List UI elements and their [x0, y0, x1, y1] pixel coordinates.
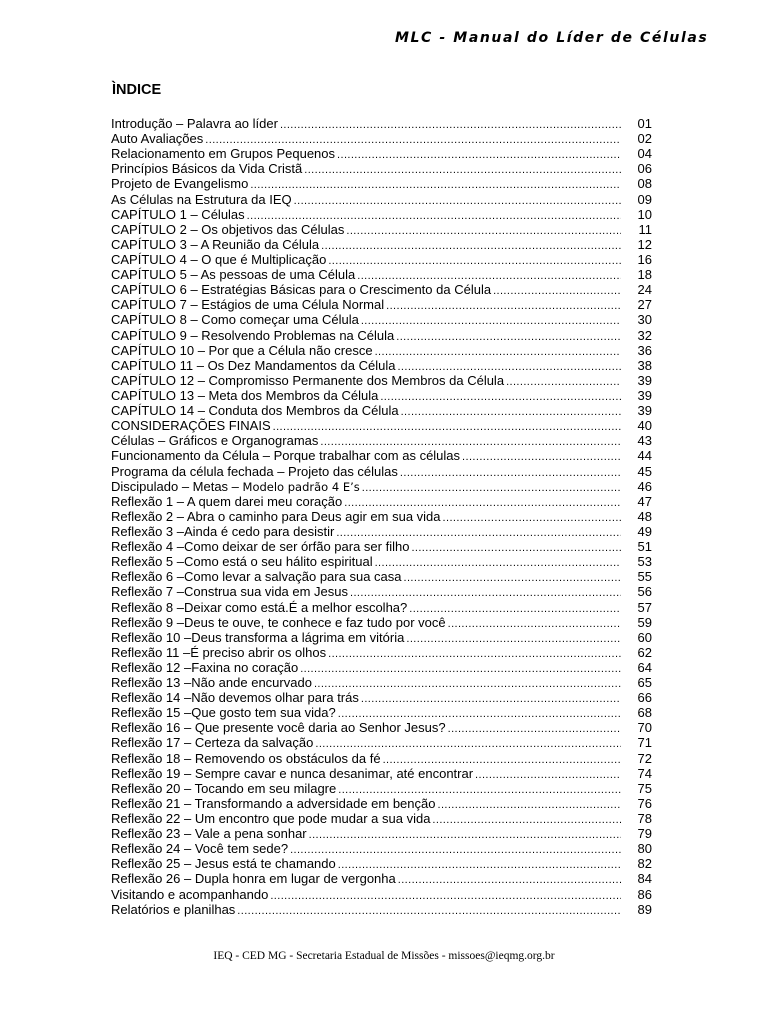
toc-entry-label — [111, 131, 203, 146]
toc-page-number: 68 — [637, 705, 652, 721]
toc-entry-title: CAPÍTULO 11 – Os Dez Mandamentos da Célula — [111, 357, 396, 373]
toc-entry-label — [111, 207, 245, 222]
toc-entry-title: CAPÍTULO 10 – Por que a Célula não cresce — [111, 342, 373, 358]
toc-page-number: 01 — [637, 116, 652, 131]
toc-leader-dots — [273, 420, 621, 435]
table-of-contents — [111, 116, 652, 917]
toc-entry-title: Reflexão 18 – Removendo os obstáculos da fé — [111, 750, 381, 766]
toc-entry — [111, 735, 652, 750]
toc-entry — [111, 554, 652, 569]
toc-page-number: 08 — [637, 176, 652, 192]
toc-entry-label — [111, 418, 271, 433]
toc-leader-dots — [361, 314, 621, 329]
toc-page-number: 38 — [637, 357, 652, 373]
toc-entry-title: Auto Avaliações — [111, 131, 204, 147]
toc-entry-title: Relatórios e planilhas — [111, 901, 236, 917]
toc-entry — [111, 887, 652, 902]
toc-entry-title: Reflexão 8 –Deixar como está.É a melhor escolha? — [111, 599, 408, 615]
toc-leader-dots — [280, 118, 621, 133]
toc-entry — [111, 539, 652, 554]
toc-page-number: 70 — [637, 720, 652, 736]
toc-entry — [111, 494, 652, 509]
toc-leader-dots — [462, 450, 621, 465]
toc-entry-label — [111, 448, 460, 463]
toc-entry-label — [111, 373, 504, 388]
toc-page-number: 72 — [637, 750, 652, 766]
toc-page-number: 78 — [637, 811, 652, 827]
toc-page-number: 44 — [637, 448, 652, 464]
toc-entry — [111, 645, 652, 660]
document-header: MLC - Manual do Líder de Células — [395, 30, 709, 46]
toc-page-number: 10 — [637, 206, 652, 222]
toc-entry-label — [111, 600, 407, 615]
toc-entry — [111, 584, 652, 599]
toc-entry-title: CAPÍTULO 13 – Meta dos Membros da Célula — [111, 387, 379, 403]
toc-entry — [111, 267, 652, 282]
toc-entry-label — [111, 358, 395, 373]
toc-entry-label — [111, 479, 360, 495]
toc-entry-label — [111, 720, 446, 735]
toc-entry — [111, 615, 652, 630]
toc-entry-label — [111, 524, 334, 539]
toc-entry-title: Reflexão 26 – Dupla honra em lugar de vergonha — [111, 871, 396, 887]
toc-entry-subtitle: Modelo padrão 4 E’s — [242, 479, 360, 494]
toc-entry-title: CAPÍTULO 6 – Estratégias Básicas para o Crescimento da Célula — [111, 282, 492, 298]
toc-page-number: 64 — [637, 659, 652, 675]
toc-entry — [111, 524, 652, 539]
toc-page-number: 74 — [637, 765, 652, 781]
toc-page-number: 56 — [637, 584, 652, 600]
toc-entry-title: Reflexão 9 –Deus te ouve, te conhece e faz tudo por você — [111, 614, 446, 630]
toc-leader-dots — [290, 843, 621, 858]
toc-entry — [111, 781, 652, 796]
toc-page-number: 12 — [637, 236, 652, 252]
toc-entry-title: Reflexão 19 – Sempre cavar e nunca desanimar, até encontrar — [111, 765, 474, 781]
toc-entry — [111, 811, 652, 826]
toc-entry — [111, 902, 652, 917]
toc-entry-label — [111, 751, 381, 766]
toc-page-number: 16 — [637, 251, 652, 267]
toc-leader-dots — [375, 345, 621, 360]
toc-entry-title: CAPÍTULO 7 – Estágios de uma Célula Normal — [111, 297, 385, 313]
toc-leader-dots — [337, 148, 621, 163]
toc-entry — [111, 720, 652, 735]
toc-entry-label — [111, 267, 355, 282]
toc-entry — [111, 841, 652, 856]
toc-entry-title: CAPÍTULO 8 – Como começar uma Célula — [111, 312, 359, 328]
toc-leader-dots — [328, 647, 621, 662]
toc-entry-label — [111, 388, 378, 403]
toc-entry-title: Reflexão 14 –Não devemos olhar para trás — [111, 690, 359, 706]
toc-entry-label — [111, 222, 344, 237]
toc-page-number: 80 — [637, 841, 652, 857]
toc-entry-title: Reflexão 23 – Vale a pena sonhar — [111, 826, 307, 842]
toc-leader-dots — [432, 813, 621, 828]
toc-leader-dots — [411, 541, 621, 556]
toc-leader-dots — [380, 390, 621, 405]
toc-entry-title: Reflexão 12 –Faxina no coração — [111, 659, 299, 675]
toc-entry-label — [111, 584, 348, 599]
toc-page-number: 18 — [637, 267, 652, 283]
toc-entry-label — [111, 509, 441, 524]
toc-entry — [111, 796, 652, 811]
toc-entry — [111, 418, 652, 433]
toc-entry — [111, 464, 652, 479]
toc-entry-title: Reflexão 4 –Como deixar de ser órfão para ser filho — [111, 539, 410, 555]
toc-entry-label — [111, 705, 336, 720]
toc-entry — [111, 176, 652, 191]
toc-entry-label — [111, 297, 384, 312]
toc-page-number: 65 — [637, 675, 652, 691]
toc-page-number: 51 — [637, 539, 652, 555]
toc-entry — [111, 630, 652, 645]
toc-entry — [111, 569, 652, 584]
toc-entry-title: Relacionamento em Grupos Pequenos — [111, 146, 336, 162]
toc-page-number: 09 — [637, 191, 652, 207]
toc-page-number: 32 — [637, 327, 652, 343]
toc-entry — [111, 131, 652, 146]
toc-entry — [111, 222, 652, 237]
toc-page-number: 84 — [637, 871, 652, 887]
toc-entry-label — [111, 735, 313, 750]
toc-entry-title: CAPÍTULO 9 – Resolvendo Problemas na Célula — [111, 327, 395, 343]
toc-page-number: 48 — [637, 508, 652, 524]
toc-entry-title: Reflexão 3 –Ainda é cedo para desistir — [111, 523, 335, 539]
toc-entry-title: CAPÍTULO 1 – Células — [111, 206, 245, 222]
toc-entry-title: Princípios Básicos da Vida Cristã — [111, 161, 303, 177]
toc-entry-title: Reflexão 7 –Construa sua vida em Jesus — [111, 584, 349, 600]
toc-entry — [111, 373, 652, 388]
toc-entry — [111, 161, 652, 176]
toc-leader-dots — [401, 405, 621, 420]
toc-page-number: 06 — [637, 161, 652, 177]
toc-entry-title: CONSIDERAÇÕES FINAIS — [111, 418, 271, 434]
toc-entry — [111, 358, 652, 373]
toc-page-number: 60 — [637, 629, 652, 645]
toc-entry-title: Funcionamento da Célula – Porque trabalhar com as células — [111, 448, 461, 464]
toc-page-number: 53 — [637, 554, 652, 570]
toc-leader-dots — [443, 511, 621, 526]
toc-leader-dots — [398, 873, 621, 888]
toc-entry-label — [111, 902, 235, 917]
toc-entry — [111, 237, 652, 252]
toc-leader-dots — [448, 617, 621, 632]
toc-entry-title: Reflexão 13 –Não ande encurvado — [111, 675, 312, 691]
toc-entry-title: CAPÍTULO 2 – Os objetivos das Células — [111, 221, 345, 237]
toc-entry-label — [111, 856, 336, 871]
toc-entry — [111, 403, 652, 418]
toc-leader-dots — [362, 481, 621, 496]
toc-entry — [111, 343, 652, 358]
toc-entry-title: CAPÍTULO 12 – Compromisso Permanente dos Membros da Célula — [111, 372, 505, 388]
toc-leader-dots — [437, 798, 621, 813]
toc-leader-dots — [270, 889, 621, 904]
toc-page-number: 02 — [637, 131, 652, 147]
toc-entry — [111, 297, 652, 312]
toc-entry — [111, 690, 652, 705]
toc-leader-dots — [506, 375, 621, 390]
toc-entry — [111, 826, 652, 841]
toc-page-number: 11 — [638, 221, 652, 237]
toc-entry-label — [111, 539, 409, 554]
toc-page-number: 59 — [637, 614, 652, 630]
toc-leader-dots — [321, 239, 621, 254]
toc-entry — [111, 705, 652, 720]
toc-entry — [111, 252, 652, 267]
toc-entry-label — [111, 796, 435, 811]
toc-entry — [111, 448, 652, 463]
toc-page-number: 57 — [637, 599, 652, 615]
toc-entry-label — [111, 433, 318, 448]
toc-entry-title: Discipulado – Metas – — [111, 478, 243, 494]
toc-entry-title: Reflexão 5 –Como está o seu hálito espiritual — [111, 554, 373, 570]
toc-page-number: 39 — [637, 372, 652, 388]
toc-entry-title: Reflexão 21 – Transformando a adversidade em benção — [111, 795, 436, 811]
toc-entry-title: Programa da célula fechada – Projeto das células — [111, 463, 398, 479]
toc-leader-dots — [346, 224, 621, 239]
toc-entry-title: Reflexão 6 –Como levar a salvação para sua casa — [111, 569, 402, 585]
toc-leader-dots — [250, 178, 621, 193]
toc-leader-dots — [448, 722, 621, 737]
toc-entry-title: Introdução – Palavra ao líder — [111, 116, 278, 131]
toc-page-number: 36 — [637, 342, 652, 358]
toc-entry-label — [111, 403, 399, 418]
toc-entry-label — [111, 811, 430, 826]
toc-entry-label — [111, 841, 288, 856]
toc-leader-dots — [361, 692, 621, 707]
toc-entry-title: Reflexão 11 –É preciso abrir os olhos — [111, 644, 327, 660]
document-footer: IEQ - CED MG - Secretaria Estadual de Missões - missoes@ieqmg.org.br — [213, 950, 555, 962]
toc-leader-dots — [375, 556, 621, 571]
toc-entry-title: Visitando e acompanhando — [111, 886, 269, 902]
toc-leader-dots — [493, 284, 621, 299]
toc-entry — [111, 146, 652, 161]
toc-entry — [111, 312, 652, 327]
toc-entry-label — [111, 494, 342, 509]
toc-entry — [111, 479, 652, 494]
toc-page-number: 27 — [637, 297, 652, 313]
toc-leader-dots — [300, 662, 621, 677]
toc-entry-label — [111, 660, 298, 675]
toc-entry-label — [111, 328, 394, 343]
toc-entry-label — [111, 630, 404, 645]
toc-page-number: 04 — [637, 146, 652, 162]
toc-entry — [111, 675, 652, 690]
toc-entry — [111, 192, 652, 207]
toc-entry-label — [111, 675, 312, 690]
toc-page-number: 75 — [637, 780, 652, 796]
toc-leader-dots — [475, 768, 621, 783]
toc-page-number: 43 — [637, 433, 652, 449]
toc-entry-title: Reflexão 2 – Abra o caminho para Deus agir em sua vida — [111, 508, 441, 524]
toc-leader-dots — [294, 194, 621, 209]
toc-entry-label — [111, 161, 302, 176]
toc-entry — [111, 207, 652, 222]
toc-entry-title: Reflexão 24 – Você tem sede? — [111, 841, 289, 857]
toc-entry-title: Reflexão 1 – A quem darei meu coração — [111, 493, 343, 509]
toc-entry-label — [111, 554, 373, 569]
toc-entry — [111, 116, 652, 131]
toc-page-number: 89 — [637, 901, 652, 917]
toc-page-number: 47 — [637, 493, 652, 509]
toc-leader-dots — [404, 571, 622, 586]
toc-entry-label — [111, 826, 307, 841]
toc-entry-title: Células – Gráficos e Organogramas — [111, 433, 319, 449]
toc-entry-label — [111, 690, 359, 705]
toc-entry-label — [111, 645, 326, 660]
toc-entry-title: Reflexão 17 – Certeza da salvação — [111, 735, 314, 751]
toc-entry-label — [111, 192, 292, 207]
toc-page-number: 30 — [637, 312, 652, 328]
toc-entry — [111, 766, 652, 781]
toc-entry-title: CAPÍTULO 5 – As pessoas de uma Célula — [111, 267, 356, 283]
toc-entry-label — [111, 343, 373, 358]
toc-page-number: 49 — [637, 523, 652, 539]
toc-leader-dots — [328, 254, 621, 269]
toc-entry-label — [111, 781, 336, 796]
toc-entry-title: Reflexão 20 – Tocando em seu milagre — [111, 780, 337, 796]
toc-entry-label — [111, 766, 473, 781]
toc-entry — [111, 509, 652, 524]
toc-entry-label — [111, 146, 335, 161]
toc-leader-dots — [237, 904, 621, 919]
toc-page-number: 62 — [637, 644, 652, 660]
toc-entry — [111, 751, 652, 766]
toc-entry-title: Reflexão 15 –Que gosto tem sua vida? — [111, 705, 336, 721]
toc-entry — [111, 433, 652, 448]
toc-entry — [111, 388, 652, 403]
toc-entry-title: CAPÍTULO 3 – A Reunião da Célula — [111, 236, 320, 252]
toc-leader-dots — [314, 677, 621, 692]
toc-leader-dots — [304, 163, 621, 178]
toc-entry-label — [111, 116, 278, 131]
toc-entry — [111, 871, 652, 886]
toc-entry-label — [111, 282, 491, 297]
toc-entry-label — [111, 312, 359, 327]
toc-entry-title: Reflexão 10 –Deus transforma a lágrima em vitória — [111, 629, 405, 645]
toc-entry-title: Reflexão 16 – Que presente você daria ao Senhor Jesus? — [111, 720, 446, 736]
toc-page-number: 39 — [637, 403, 652, 419]
toc-entry-title: Reflexão 22 – Um encontro que pode mudar a sua vida — [111, 811, 431, 827]
toc-page-number: 71 — [637, 735, 652, 751]
toc-entry — [111, 328, 652, 343]
toc-entry-label — [111, 252, 326, 267]
toc-entry-label — [111, 887, 268, 902]
toc-page-number: 55 — [637, 569, 652, 585]
toc-page-number: 66 — [637, 690, 652, 706]
toc-leader-dots — [406, 632, 621, 647]
toc-page-number: 39 — [637, 387, 652, 403]
toc-leader-dots — [386, 299, 621, 314]
toc-leader-dots — [396, 330, 621, 345]
toc-page-number: 24 — [637, 282, 652, 298]
toc-page-number: 45 — [637, 463, 652, 479]
toc-page-number: 82 — [637, 856, 652, 872]
toc-entry — [111, 856, 652, 871]
index-heading: ÌNDICE — [112, 82, 162, 98]
toc-entry-label — [111, 871, 396, 886]
toc-entry-label — [111, 176, 248, 191]
toc-entry-title: CAPÍTULO 14 – Conduta dos Membros da Célula — [111, 403, 399, 419]
toc-entry-label — [111, 464, 398, 479]
toc-entry — [111, 282, 652, 297]
toc-entry — [111, 600, 652, 615]
toc-entry-label — [111, 237, 319, 252]
toc-entry-label — [111, 615, 446, 630]
toc-leader-dots — [400, 466, 621, 481]
toc-page-number: 76 — [637, 795, 652, 811]
toc-page-number: 86 — [637, 886, 652, 902]
toc-page-number: 46 — [637, 478, 652, 494]
toc-page-number: 40 — [637, 418, 652, 434]
toc-page-number: 79 — [637, 826, 652, 842]
toc-entry-label — [111, 569, 402, 584]
toc-leader-dots — [309, 828, 621, 843]
toc-entry — [111, 660, 652, 675]
toc-entry-title: Projeto de Evangelismo — [111, 176, 249, 192]
toc-entry-title: Reflexão 25 – Jesus está te chamando — [111, 856, 336, 872]
toc-entry-title: CAPÍTULO 4 – O que é Multiplicação — [111, 251, 327, 267]
toc-entry-title: As Células na Estrutura da IEQ — [111, 191, 292, 207]
